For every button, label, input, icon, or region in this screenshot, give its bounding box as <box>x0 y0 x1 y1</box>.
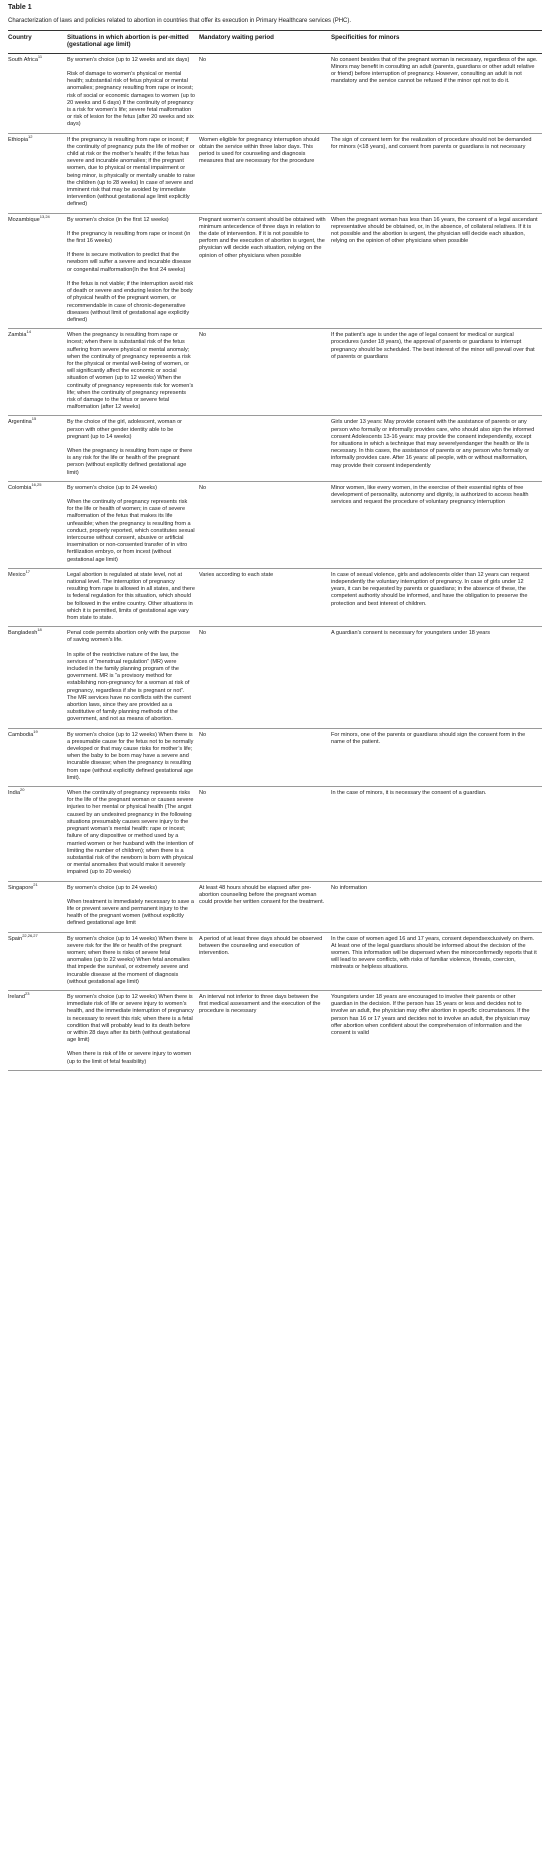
situations-cell <box>67 728 199 786</box>
table-row <box>8 133 542 213</box>
country-name: Bangladesh <box>8 630 38 637</box>
situations-cell <box>67 787 199 881</box>
country-cell <box>8 416 67 481</box>
cell-paragraph: No <box>199 790 207 797</box>
cell-paragraph: No <box>199 484 207 491</box>
cell-paragraph: In case of sexual violence, girls and adolescents older than 12 years can request independently the voluntary interruption of pregnancy. In case of girls under 12 years, it can be requested by parents or guardians; in the absence of these, the competent authority should be informed, and have the obligation to preserve the protection and best interest of children. <box>331 571 530 607</box>
reference-superscript: 15 <box>31 416 37 422</box>
reference-superscript: 11 <box>37 53 43 59</box>
table-row <box>8 53 542 133</box>
situations-cell <box>67 133 199 213</box>
country-name: Mexico <box>8 571 26 578</box>
cell-paragraph: If the patient’s age is under the age of legal consent for medical or surgical procedures (under 18 years), the approval of parents or guardians to interrupt pregnancy should be scheduled. The best interest of the minor will prevail over that of parents or guardians <box>331 332 535 360</box>
table-label: Table 1 <box>8 4 32 11</box>
reference-superscript: 19 <box>33 728 38 734</box>
reference-superscript: 14 <box>26 329 31 335</box>
situations-cell <box>67 329 199 416</box>
minors-cell <box>331 329 542 416</box>
cell-paragraph: No <box>199 332 207 339</box>
cell-paragraph: The sign of consent term for the realization of procedure should not be demanded for minors (<18 years), and consent from parents or guardians is not necessary <box>331 136 532 150</box>
cell-paragraph: By women’s choice (in the first 12 weeks) <box>67 216 169 223</box>
cell-paragraph: If the fetus is not viable; if the interruption avoid risk of death or severe and enduring lesion for the body of physical health of the pregnant women, or recommendable in case of chronic-degenerative diseases (without limit of gestational age explicitly defined) <box>67 280 194 323</box>
cell-paragraph: No information <box>331 884 368 891</box>
table-row <box>8 416 542 481</box>
situations-cell <box>67 568 199 626</box>
cell-paragraph: For minors, one of the parents or guardians should sign the consent form in the name of the patient. <box>331 731 526 745</box>
minors-cell <box>331 627 542 728</box>
country-name: India <box>8 790 21 797</box>
reference-superscript: 18 <box>37 627 42 633</box>
cell-paragraph: When there is risk of life or severe injury to women (up to the limit of fetal feasibility) <box>67 1051 192 1065</box>
situations-cell <box>67 213 199 328</box>
cell-paragraph: No <box>199 731 207 738</box>
cell-paragraph: Risk of damage to women’s physical or mental health; substantial risk of fetus physical or mental anomalies; pregnancy resulting from rape or incest; risk of social or economic damages to women (up to 20 weeks and 6 days) If the continuity of pregnancy is a risk for women’s life; severe fetal malformation or risk of lesion for the fetus (after 20 weeks and six days) <box>67 71 195 128</box>
reference-superscript: 17 <box>25 568 31 574</box>
cell-paragraph: An interval not inferior to three days between the first medical assessment and the execution of the procedure is necessary <box>199 993 321 1015</box>
waiting-period-cell <box>199 728 331 786</box>
minors-cell <box>331 990 542 1070</box>
country-cell <box>8 627 67 728</box>
waiting-period-cell <box>199 133 331 213</box>
cell-paragraph: If there is secure motivation to predict that the newborn will suffer a severe and incurable disease or congenital malformation(In the first 24 weeks) <box>67 252 192 273</box>
situations-cell <box>67 481 199 568</box>
cell-paragraph: No consent besides that of the pregnant woman is necessary, regardless of the age. Minors may benefit in consulting an adult (parents, guardians or other adult relative or friend) before interruption of pregnancy. However, consulting an adult is not mandatory and the service cannot be refused if the minor opt not to do it. <box>331 56 538 85</box>
header-waiting-period: Mandatory waiting period <box>199 31 331 54</box>
minors-cell <box>331 881 542 932</box>
minors-cell <box>331 133 542 213</box>
waiting-period-cell <box>199 481 331 568</box>
cell-paragraph: A guardian’s consent is necessary for youngsters under 18 years <box>331 630 490 637</box>
cell-paragraph: No <box>199 56 207 63</box>
minors-cell <box>331 568 542 626</box>
header-minors: Specificities for minors <box>331 31 542 54</box>
situations-cell <box>67 627 199 728</box>
cell-paragraph: By the choice of the girl, adolescent, woman or person with other gender identity able to be pregnant (up to 14 weeks) <box>67 419 183 440</box>
table-row <box>8 329 542 416</box>
table-row <box>8 627 542 728</box>
minors-cell <box>331 53 542 133</box>
country-name: Ethiopia <box>8 136 29 143</box>
country-name: Spain <box>8 935 23 942</box>
country-name: Zambia <box>8 332 27 339</box>
header-country: Country <box>8 31 67 54</box>
waiting-period-cell <box>199 627 331 728</box>
minors-cell <box>331 787 542 881</box>
cell-paragraph: At least 48 hours should be elapsed after pre-abortion counseling before the pregnant woman could provide her written consent for the treatment. <box>199 884 325 905</box>
abortion-laws-table <box>8 30 542 1071</box>
country-cell <box>8 481 67 568</box>
cell-paragraph: When the pregnancy is resulting from rape or there is any risk for the life or health of the pregnant person (without explicitly defined gestational age limit) <box>67 447 193 476</box>
waiting-period-cell <box>199 881 331 932</box>
header-situations: Situations in which abortion is per-mitted (gestational age limit) <box>67 31 199 54</box>
situations-cell <box>67 416 199 481</box>
country-cell <box>8 329 67 416</box>
situations-cell <box>67 932 199 990</box>
waiting-period-cell <box>199 568 331 626</box>
cell-paragraph: Pregnant women’s consent should be obtained with minimum antecedence of three days in relation to the date of intervention. If it is not possible to perform and the execution of abortion is urgent, the physician will decide each situation, relying on the opinion of other physicians when possible <box>199 216 326 259</box>
country-name: Colombia <box>8 484 32 491</box>
country-name: South Africa <box>8 56 38 63</box>
country-cell <box>8 213 67 328</box>
cell-paragraph: When the pregnancy is resulting from rape or incest; when there is substantial risk of the fetus suffering from severe physical or mental anomaly; when the continuity of pregnancy represents a risk for the physical or mental well-being of women, or will significantly affect the economic or social situation of women (up to 12 weeks) When the continuity of pregnancy represents risk for women’s life; when the continuity of pregnancy represents risk of damage to the fetus or severe fetal malformation (after 12 weeks) <box>67 332 194 411</box>
minors-cell <box>331 932 542 990</box>
table-row <box>8 990 542 1070</box>
country-cell <box>8 568 67 626</box>
cell-paragraph: When the continuity of pregnancy represents risks for the life of the pregnant woman or causes severe injuries to her mental or physical health (The angst caused by an undesired pregnancy in the following situations presumably causes severe injury to the pregnant woman’s mental health: rape or incest; failure of any dispositive or method used by a married women or her husband with the intention of limiting the number of children); when there is a substantial risk of the newborn is born with physical or mental anomalies that would make it severely impaired (up to 20 weeks) <box>67 790 194 876</box>
country-cell <box>8 53 67 133</box>
table-row <box>8 932 542 990</box>
country-cell <box>8 728 67 786</box>
waiting-period-cell <box>199 416 331 481</box>
table-row <box>8 728 542 786</box>
reference-superscript: 12 <box>28 133 33 139</box>
table-row <box>8 568 542 626</box>
waiting-period-cell <box>199 53 331 133</box>
minors-cell <box>331 481 542 568</box>
cell-paragraph: In the case of minors, it is necessary the consent of a guardian. <box>331 790 487 797</box>
cell-paragraph: By women’s choice (up to 12 weeks and six days) <box>67 56 190 63</box>
reference-superscript: 16,25 <box>31 481 42 487</box>
situations-cell <box>67 53 199 133</box>
situations-cell <box>67 990 199 1070</box>
cell-paragraph: A period of at least three days should be observed between the counseling and execution of intervention. <box>199 935 323 956</box>
reference-superscript: 13,24 <box>39 213 50 219</box>
cell-paragraph: No <box>199 630 207 637</box>
cell-paragraph: Penal code permits abortion only with the purpose of saving women’s life. <box>67 630 191 644</box>
reference-superscript: 20 <box>20 787 25 793</box>
country-cell <box>8 787 67 881</box>
table-header-row <box>8 31 542 54</box>
cell-paragraph: Legal abortion is regulated at state level, not at national level. The interruption of pregnancy resulting from rape is allowed in all states, and there is federal regulation for this situation, which should be followed in the entire country. Other situations in which it is permitted, limits of gestational age vary from state to state. <box>67 571 195 622</box>
waiting-period-cell <box>199 213 331 328</box>
cell-paragraph: In spite of the restrictive nature of the law, the services of “menstrual regulation” (MR) were included in the family planning program of the government. MR is “a provisory method for establishing non-pregnancy for a woman at risk of pregnancy, regardless if she is pregnant or not”. The MR services have no conflicts with the current abortion laws, since they are provided as a substitutive of family planning methods of the government, and not as means of abortion. <box>67 651 191 723</box>
cell-paragraph: Girls under 13 years: May provide consent with the assistance of parents or any person who formally or informally provides care, who should also sign the informed consent Adolescents 13-16 years: may provide the consent independently, except for situations in which a technique that may severelyendanger the health or life is necessary. In this cases, the assistance of parents or any person who formally or informally provides care. After 16 years: all people, with or without malformation, may provide their consent independently <box>331 419 535 469</box>
cell-paragraph: Women eligible for pregnancy interruption should obtain the service within three labor days. This period is used for counseling and diagnosis measures that are necessary for the procedure <box>199 136 320 165</box>
cell-paragraph: Minor women, like every women, in the exercise of their essential rights of free development of personality, autonomy and dignity, is authorized to access health services and request the procedure of voluntary pregnancy interruption <box>331 484 529 506</box>
country-name: Cambodia <box>8 731 34 738</box>
waiting-period-cell <box>199 990 331 1070</box>
cell-paragraph: In the case of women aged 16 and 17 years, consent dependsexclusively on them. At least one of the legal guardians should be informed about the decision of the women. This information will be dispensed when the minorconfirmedly reports that it will lead to severe conflicts, with risks of familiar violence, threats, coercion, mistreats or helpless situations. <box>331 935 537 971</box>
country-cell <box>8 881 67 932</box>
table-row <box>8 787 542 881</box>
cell-paragraph: If the pregnancy is resulting from rape or incest (in the first 16 weeks) <box>67 230 191 245</box>
table-caption: Characterization of laws and policies related to abortion in countries that offer its execution in Primary Healthcare services (PHC). <box>8 18 352 24</box>
cell-paragraph: Youngsters under 18 years are encouraged to involve their parents or other guardian in the decision. If the person has 15 years or less and decides not to involve an adult, the physician may offer abortion in specific circumstances. If the person has 16 or 17 years and decides not to involve an adult, the physician may offer abortion when confident about the comprehension of information and the consent is valid <box>331 993 530 1036</box>
reference-superscript: 22,26,27 <box>22 932 38 938</box>
country-name: Ireland <box>8 993 25 1000</box>
situations-cell <box>67 881 199 932</box>
minors-cell <box>331 213 542 328</box>
country-name: Mozambique <box>8 216 40 223</box>
table-row <box>8 481 542 568</box>
reference-superscript: 21 <box>33 881 38 887</box>
cell-paragraph: Varies according to each state <box>199 571 274 578</box>
cell-paragraph: When treatment is immediately necessary to save a life or prevent severe and permanent injury to the health of the pregnant women (without explicitly defined gestational age limit <box>67 898 195 927</box>
cell-paragraph: By women’s choice (up to 24 weeks) <box>67 484 157 491</box>
cell-paragraph: When the pregnant woman has less than 16 years, the consent of a legal ascendant representative should be obtained, or, in the absence, of collateral relatives. If it is not possible and the abortion is urgent, the physician will decide each situation, relying on the opinion of other physicians when possible <box>331 216 538 245</box>
country-cell <box>8 990 67 1070</box>
cell-paragraph: If the pregnancy is resulting from rape or incest; if the continuity of pregnancy puts the life of mother or child at risk or the mother’s health; if the fetus has severe and incurable anomalies; if the pregnant women, due to physical or mental impairment or being minor, is physically or mentally unable to raise the children (up to 28 weeks) In case of severe and imminent risk that may be avoided by immediate intervention (without gestational age limit explicitly defined) <box>67 136 195 208</box>
country-name: Argentina <box>8 419 32 426</box>
table-row <box>8 213 542 328</box>
waiting-period-cell <box>199 787 331 881</box>
table-body <box>8 53 542 1070</box>
table-row <box>8 881 542 932</box>
cell-paragraph: When the continuity of pregnancy represents risk for the life or health of women; in case of severe malformation of the fetus that makes its life unfeasible; when the pregnancy is resulting from a conduct, properly reported, which constitutes sexual intercourse without consent, abusive or artificial insemination or non-consented transfer of in vitro fertilization embryo, or from incest (without gestational age limit) <box>67 498 195 563</box>
waiting-period-cell <box>199 932 331 990</box>
reference-superscript: 23 <box>24 991 30 997</box>
waiting-period-cell <box>199 329 331 416</box>
country-cell <box>8 133 67 213</box>
country-cell <box>8 932 67 990</box>
cell-paragraph: By women’s choice (up to 14 weeks) When there is severe risk for the life or health of the pregnant women; when there is risks of severe fetal anomalies (up to 22 weeks) When fetal anomalies that impede the survival, or extremely severe and incurable disease at the moment of diagnosis (without gestational age limit) <box>67 935 193 985</box>
cell-paragraph: By women’s choice (up to 12 weeks) When there is immediate risk of life or severe injury to women’s health, and the immediate interruption of pregnancy is necessary to revert this risk; when there is a fetal condition that will probably lead to its death before or within 28 days after its birth (without gestational age limit) <box>67 993 194 1044</box>
minors-cell <box>331 728 542 786</box>
cell-paragraph: By women’s choice (up to 24 weeks) <box>67 884 157 891</box>
minors-cell <box>331 416 542 481</box>
country-name: Singapore <box>8 884 34 891</box>
cell-paragraph: By women’s choice (up to 12 weeks) When there is a presumable cause for the fetus not to be normally developed or that may cause risks for mother’s life; when the baby to be born may have a severe and incurable disease; when the pregnancy is resulting from rape (without explicitly defined gestational age limit). <box>67 731 194 781</box>
